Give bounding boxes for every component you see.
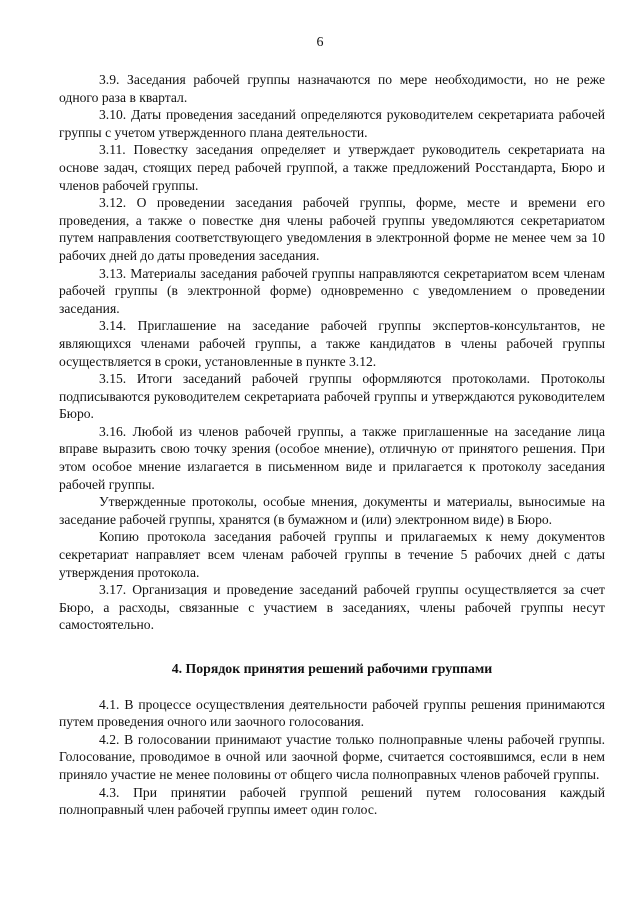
paragraph-approved-protocols: Утвержденные протоколы, особые мнения, документы и материалы, выносимые на заседание рабочей группы, хранятся (в бумажном и (или) электронном виде) в Бюро. [59, 494, 605, 527]
paragraph-4-2: 4.2. В голосовании принимают участие только полноправные члены рабочей группы. Голосование, проводимое в очной или заочной форме, считается состоявшимся, если в нем приняло участие не менее половины от общего числа полноправных членов рабочей группы. [59, 731, 605, 782]
paragraph-3-16: 3.16. Любой из членов рабочей группы, а также приглашенные на заседание лица вправе выразить свою точку зрения (особое мнение), отличную от принятого решения. При этом особое мнение излагается в письменном виде и прилагается к протоколу заседания рабочей группы. [59, 423, 605, 492]
document-body [59, 71, 605, 819]
paragraph-4-1: 4.1. В процессе осуществления деятельности рабочей группы решения принимаются путем проведения очного или заочного голосования. [59, 696, 605, 730]
paragraph-3-17: 3.17. Организация и проведение заседаний рабочей группы осуществляется за счет Бюро, а расходы, связанные с участием в заседаниях, члены рабочей группы несут самостоятельно. [59, 582, 605, 633]
section-heading: 4. Порядок принятия решений рабочими группами [171, 661, 493, 676]
paragraph-3-11: 3.11. Повестку заседания определяет и утверждает руководитель секретариата на основе задач, стоящих перед рабочей группой, а также предложений Росстандарта, Бюро и членов рабочей группы. [59, 142, 605, 193]
paragraph-3-15: 3.15. Итоги заседаний рабочей группы оформляются протоколами. Протоколы подписываются руководителем секретариата рабочей группы и утверждаются руководителем Бюро. [59, 371, 605, 422]
paragraph-3-12: 3.12. О проведении заседания рабочей группы, форме, месте и времени его проведения, а также о повестке дня члены рабочей группы уведомляются секретариатом путем направления соответствующего уведомления в электронной форме не менее чем за 10 рабочих дней до даты проведения заседания. [59, 195, 605, 263]
paragraph-protocol-copy: Копию протокола заседания рабочей группы и прилагаемых к нему документов секретариат направляет всем членам рабочей группы в течение 5 рабочих дней с даты утверждения протокола. [59, 529, 605, 580]
paragraph-3-10: 3.10. Даты проведения заседаний определяются руководителем секретариата рабочей группы с учетом утвержденного плана деятельности. [59, 107, 605, 140]
paragraph-3-14: 3.14. Приглашение на заседание рабочей группы экспертов-консультантов, не являющихся членами рабочей группы, а также кандидатов в члены рабочей группы осуществляется в сроки, установленные в пункте 3.12. [59, 318, 605, 369]
paragraph-3-13: 3.13. Материалы заседания рабочей группы направляются секретариатом всем членам рабочей группы (в электронной форме) одновременно с уведомлением о проведении заседания. [59, 265, 605, 316]
paragraph-3-9: 3.9. Заседания рабочей группы назначаются по мере необходимости, но не реже одного раза в квартал. [59, 72, 605, 105]
paragraph-4-3: 4.3. При принятии рабочей группой решений путем голосования каждый полноправный член рабочей группы имеет один голос. [59, 784, 605, 818]
page-number: 6 [316, 35, 324, 50]
